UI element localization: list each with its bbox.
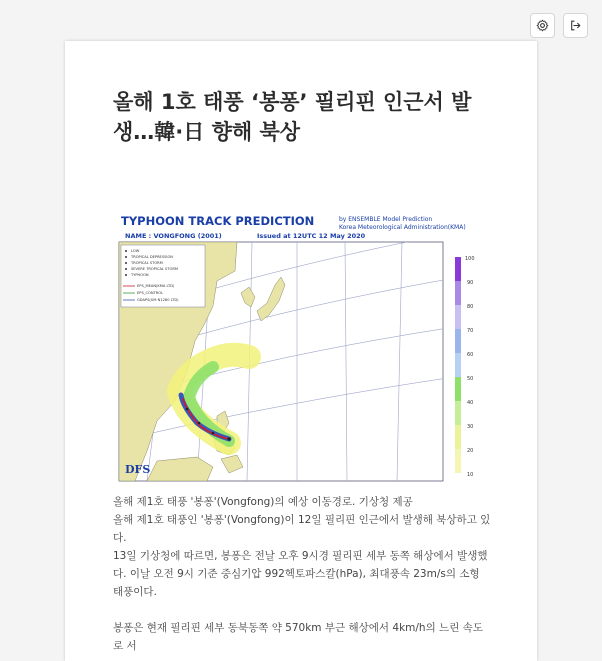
figure-caption: 올해 제1호 태풍 '봉퐁'(Vongfong)의 예상 이동경로. 기상청 제공 xyxy=(113,496,413,508)
typhoon-track-map xyxy=(117,211,483,483)
article-paragraph-3: 봉퐁은 현재 필리핀 세부 동북동쪽 약 570km 부근 해상에서 4km/h의 느린 속도로 서 xyxy=(113,622,483,652)
scale-label-100: 100 xyxy=(465,256,475,262)
probability-scale xyxy=(455,256,475,478)
scale-label-70: 70 xyxy=(467,328,474,334)
logout-button[interactable] xyxy=(563,13,588,38)
legend-item-7: GDAPS(UM N1280 LTD) xyxy=(137,298,179,302)
scale-label-90: 90 xyxy=(467,280,474,286)
scale-label-60: 60 xyxy=(467,352,474,358)
map-heading: TYPHOON TRACK PREDICTION xyxy=(121,214,315,228)
scale-label-20: 20 xyxy=(467,448,474,454)
legend-item-2: TROPICAL STORM xyxy=(131,261,163,265)
scale-label-80: 80 xyxy=(467,304,474,310)
legend-item-0: LOW xyxy=(131,249,140,253)
logout-icon xyxy=(569,19,582,32)
settings-button[interactable] xyxy=(530,13,555,38)
legend-item-5: EPS_MEAN(KMA LTD) xyxy=(137,284,175,288)
article-paragraph-1: 올해 제1호 태풍인 '봉퐁'(Vongfong)이 12일 필리핀 인근에서 발생해 북상하고 있다. xyxy=(113,514,491,544)
legend-item-4: TYPHOON xyxy=(131,273,149,277)
gear-icon xyxy=(536,19,549,32)
scale-label-40: 40 xyxy=(467,400,474,406)
legend-item-3: SEVERE TROPICAL STORM xyxy=(131,267,178,271)
legend-item-6: EPS_CONTROL xyxy=(137,291,164,295)
scale-label-50: 50 xyxy=(467,376,474,382)
map-source-line1: by ENSEMBLE Model Prediction xyxy=(339,216,433,223)
dfs-logo: DFS xyxy=(125,463,151,476)
map-issued-label: Issued at 12UTC 12 May 2020 xyxy=(257,232,366,240)
scale-label-30: 30 xyxy=(467,424,474,430)
map-legend xyxy=(121,245,205,307)
map-name-label: NAME : VONGFONG (2001) xyxy=(125,232,222,240)
scale-label-10: 10 xyxy=(467,472,474,478)
map-source-line2: Korea Meteorological Administration(KMA) xyxy=(339,224,466,231)
article-paragraph-2: 13일 기상청에 따르면, 봉퐁은 전날 오후 9시경 필리핀 세부 동쪽 해상에서 발생했다. 이날 오전 9시 기준 중심기압 992헥토파스칼(hPa), 최대풍속 23m/s의 소형 태풍이다. xyxy=(113,550,488,598)
article-title: 올해 1호 태풍 ‘봉퐁’ 필리핀 인근서 발생…韓·日 향해 북상 xyxy=(113,90,472,144)
legend-item-1: TROPICAL DEPRESSION xyxy=(131,255,173,259)
article-card xyxy=(65,41,537,661)
